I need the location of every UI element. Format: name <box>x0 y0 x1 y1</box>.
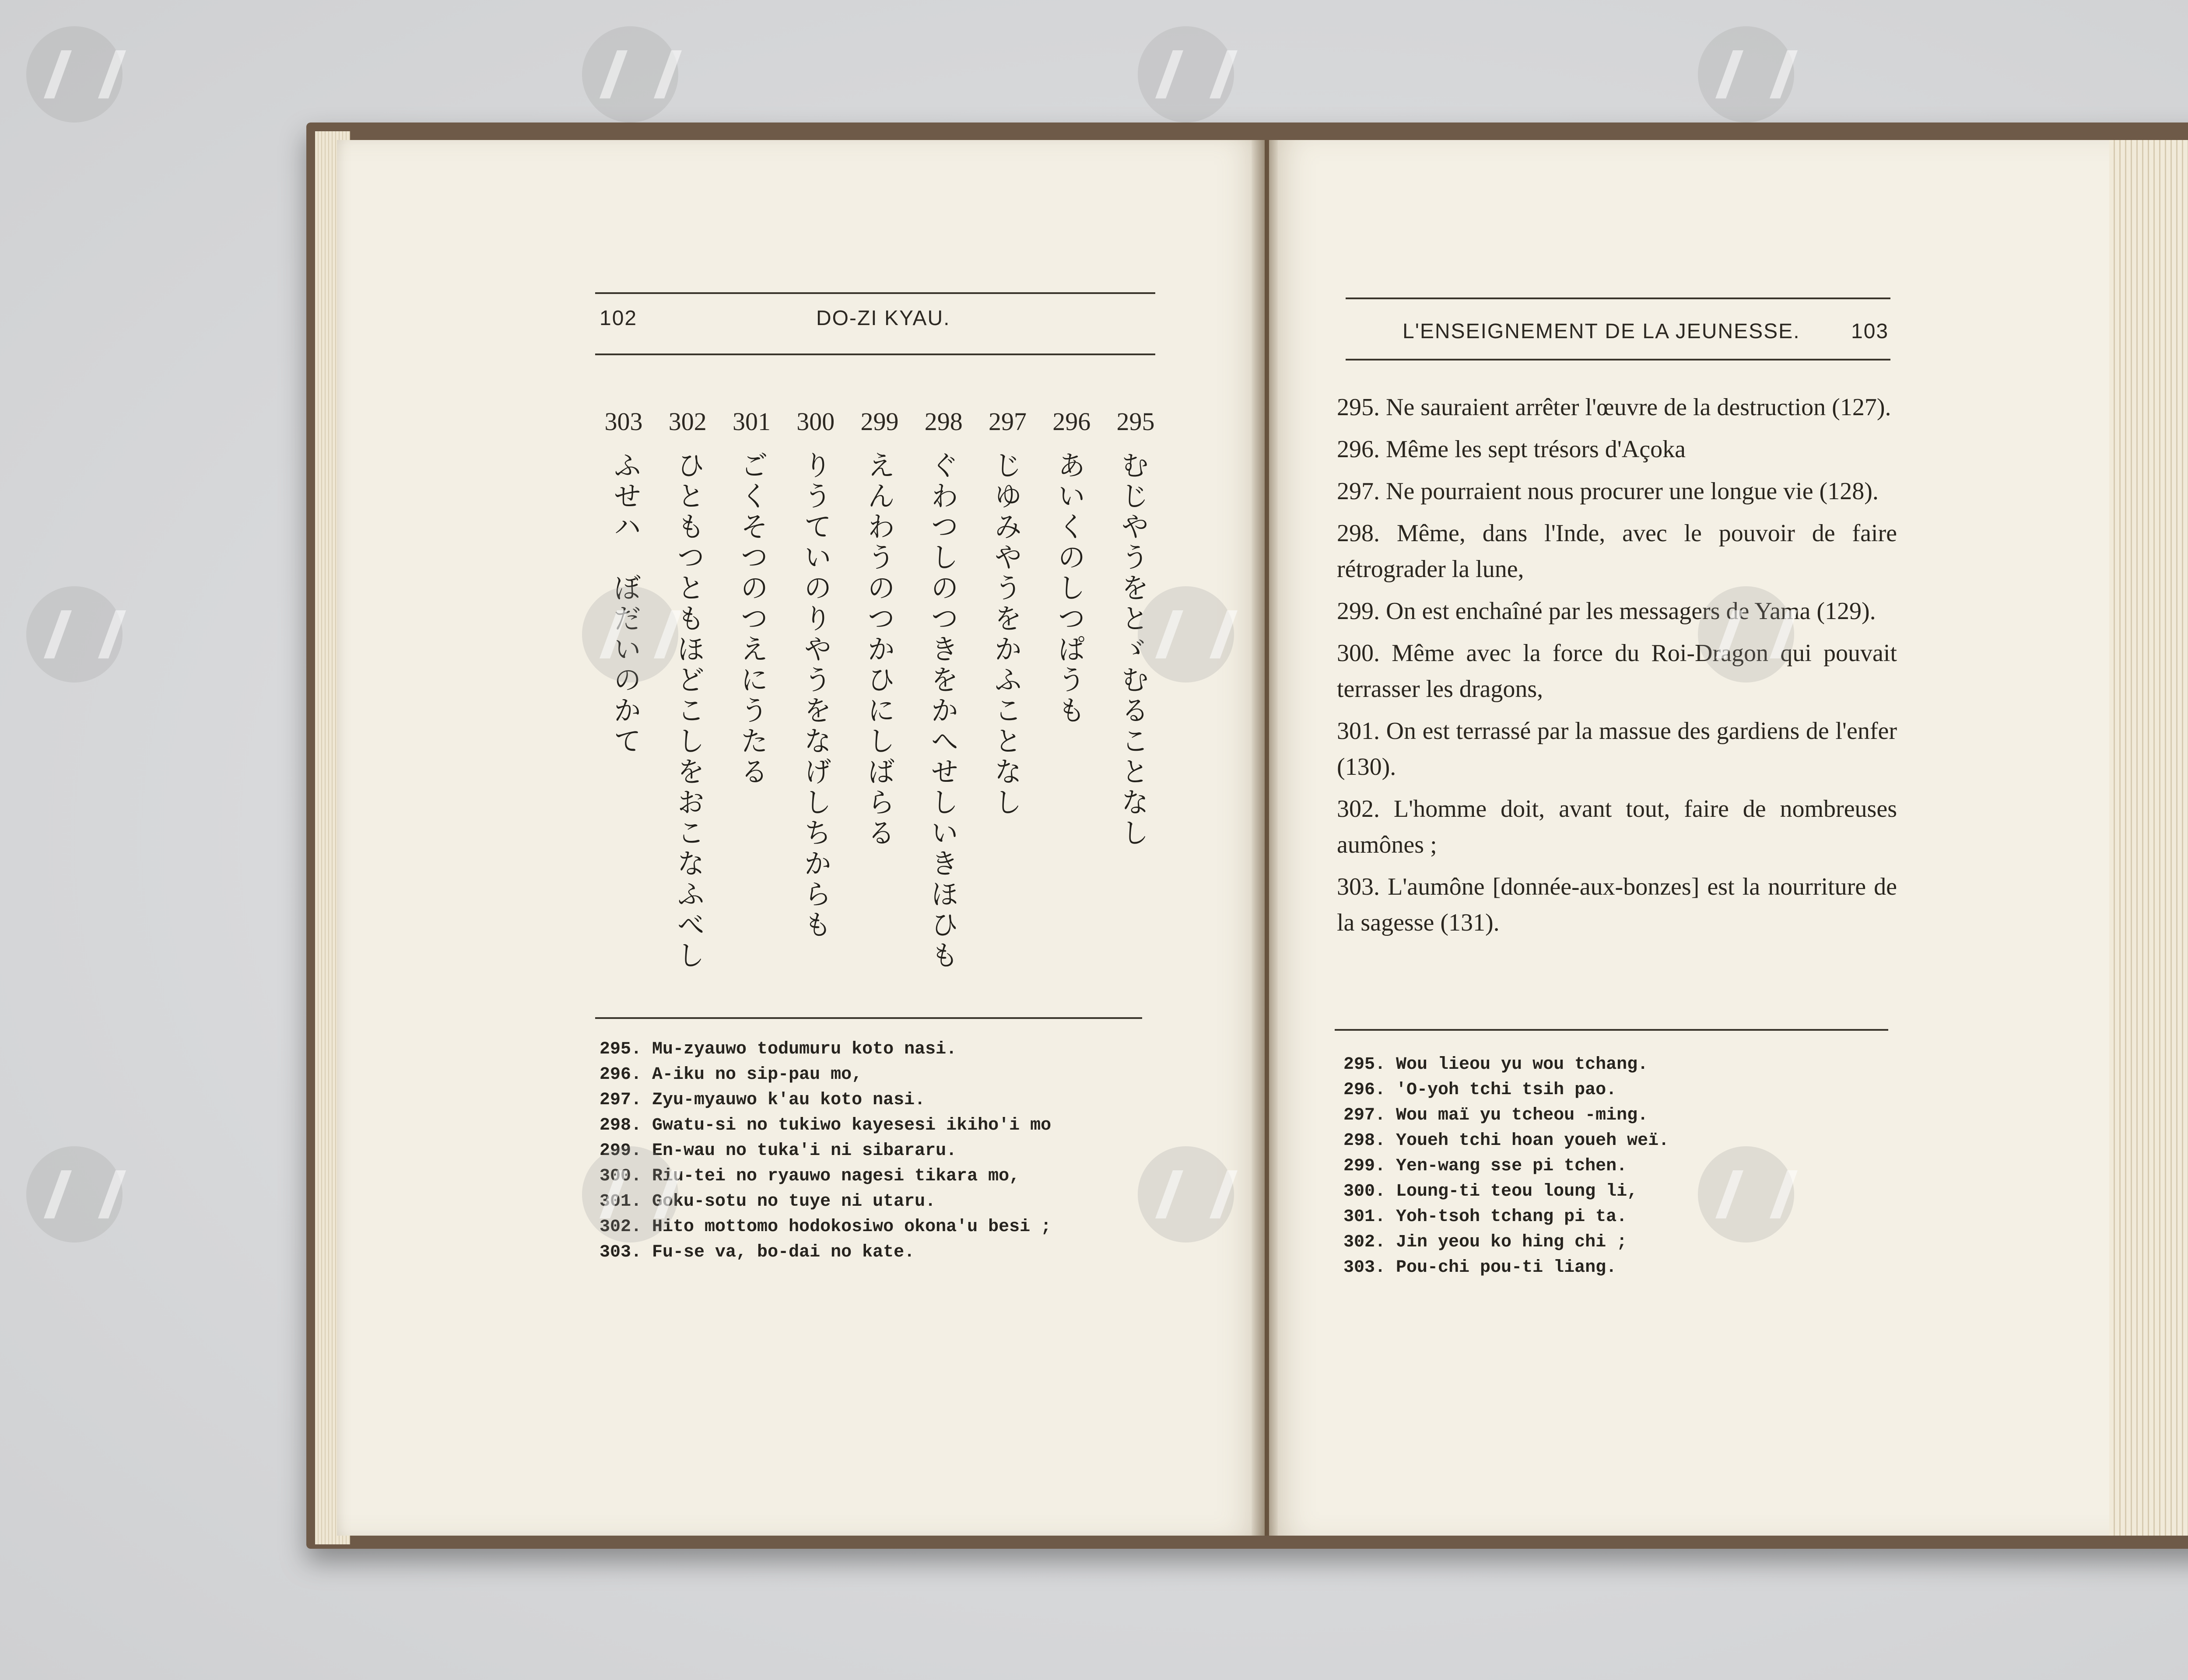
watermark-logo-icon <box>1138 26 1234 122</box>
watermark-logo-icon <box>26 26 123 122</box>
right-page-edges <box>2109 140 2188 1536</box>
footnote-line: 295. Wou lieou yu wou tchang. <box>1343 1055 1648 1074</box>
right-footnote-rule <box>1335 1029 1888 1031</box>
footnote-line: 302. Jin yeou ko hing chi ; <box>1343 1232 1627 1252</box>
footnote-line: 298. Youeh tchi hoan youeh weï. <box>1343 1131 1669 1151</box>
right-running-title: L'ENSEIGNEMENT DE LA JEUNESSE. <box>1403 320 1800 343</box>
watermark-logo-icon <box>1698 586 1794 682</box>
verse-number: 298 <box>924 407 963 436</box>
verse-number: 300 <box>796 407 835 436</box>
left-page-number: 102 <box>600 307 638 330</box>
footnote-line: 302. Hito mottomo hodokosiwo okona'u besi ; <box>600 1217 1052 1237</box>
right-footnotes <box>1343 1052 1890 1281</box>
footnote-line: 301. Yoh-tsoh tchang pi ta. <box>1343 1207 1627 1227</box>
translation-entry: 301. On est terrassé par la massue des gardiens de l'enfer (130). <box>1337 718 1897 780</box>
left-header-rule-top <box>595 292 1155 294</box>
translation-entry: 298. Même, dans l'Inde, avec le pouvoir de faire rétrograder la lune, <box>1337 520 1897 583</box>
footnote-line: 296. A-iku no sip-pau mo, <box>600 1065 863 1085</box>
translation-entry: 300. Même avec la force du Roi-Dragon qui pouvait terrasser les dragons, <box>1337 640 1897 703</box>
verse-number: 295 <box>1116 407 1155 436</box>
watermark-logo-icon <box>582 26 678 122</box>
watermark-logo-icon <box>26 1146 123 1242</box>
verse-number-row <box>595 407 1164 436</box>
translation-entry: 303. L'aumône [donnée-aux-bonzes] est la nourriture de la sagesse (131). <box>1337 873 1897 936</box>
footnote-line: 297. Wou maï yu tcheou -ming. <box>1343 1106 1648 1125</box>
verse-column-297: じゆみやうをかふことなし <box>989 451 1022 818</box>
watermark-logo-icon <box>1138 586 1234 682</box>
left-header-rule-bottom <box>595 354 1155 355</box>
footnote-line: 295. Mu-zyauwo todumuru koto nasi. <box>600 1040 957 1059</box>
translation-entry: 296. Même les sept trésors d'Açoka <box>1337 436 1686 463</box>
right-page-body <box>1337 389 1897 947</box>
footnote-line: 299. En-wau no tuka'i ni sibararu. <box>600 1141 957 1161</box>
footnote-line: 296. 'O-yoh tchi tsih pao. <box>1343 1080 1617 1100</box>
verse-column-299: えんわうのつかひにしばらる <box>863 451 895 849</box>
watermark-logo-icon <box>582 1146 678 1242</box>
verse-column-301: ごくそつのつえにうたる <box>736 451 768 788</box>
verse-number: 296 <box>1052 407 1091 436</box>
watermark-logo-icon <box>1138 1146 1234 1242</box>
right-header-rule-bottom <box>1346 359 1890 360</box>
book-gutter <box>1252 140 1278 1536</box>
verse-number: 297 <box>989 407 1027 436</box>
translation-entry: 295. Ne sauraient arrêter l'œuvre de la destruction (127). <box>1337 394 1891 421</box>
verse-column-303: ふせハ ぼだいのかて <box>609 451 641 757</box>
verse-number: 299 <box>860 407 899 436</box>
translation-entry: 297. Ne pourraient nous procurer une longue vie (128). <box>1337 478 1879 505</box>
right-page-number: 103 <box>1851 320 1889 343</box>
left-running-title: DO-ZI KYAU. <box>816 307 950 330</box>
watermark-logo-icon <box>26 586 123 682</box>
left-footnote-rule <box>595 1017 1142 1019</box>
verse-number: 302 <box>668 407 707 436</box>
translation-entry: 302. L'homme doit, avant tout, faire de nombreuses aumônes ; <box>1337 795 1897 858</box>
verse-column-296: あいくのしつぱうも <box>1053 451 1085 726</box>
translation-entry: 299. On est enchaîné par les messagers de Yama (129). <box>1337 598 1876 625</box>
footnote-line: 299. Yen-wang sse pi tchen. <box>1343 1156 1627 1176</box>
footnote-line: 303. Fu-se va, bo-dai no kate. <box>600 1242 915 1262</box>
watermark-logo-icon <box>582 586 678 682</box>
left-footnotes <box>600 1037 1168 1265</box>
verse-column-300: りうていのりやうをなげしちからも <box>799 451 831 941</box>
footnote-line: 300. Loung-ti teou loung li, <box>1343 1182 1638 1201</box>
footnote-line: 298. Gwatu-si no tukiwo kayesesi ikiho'i mo <box>600 1116 1052 1135</box>
footnote-line: 300. Riu-tei no ryauwo nagesi tikara mo, <box>600 1166 1020 1186</box>
footnote-line: 303. Pou-chi pou-ti liang. <box>1343 1258 1617 1278</box>
watermark-logo-icon <box>1698 26 1794 122</box>
verse-number: 301 <box>733 407 771 436</box>
verse-column-295: むじやうをとゞむることなし <box>1116 451 1149 849</box>
verse-column-298: ぐわつしのつきをかへせしいきほひも <box>926 451 958 971</box>
verse-number: 303 <box>604 407 643 436</box>
footnote-line: 297. Zyu-myauwo k'au koto nasi. <box>600 1090 926 1110</box>
watermark-logo-icon <box>1698 1146 1794 1242</box>
verse-column-302: ひともつともほどこしをおこなふべし <box>672 451 705 971</box>
right-header-rule-top <box>1346 298 1890 299</box>
footnote-line: 301. Goku-sotu no tuye ni utaru. <box>600 1192 936 1211</box>
